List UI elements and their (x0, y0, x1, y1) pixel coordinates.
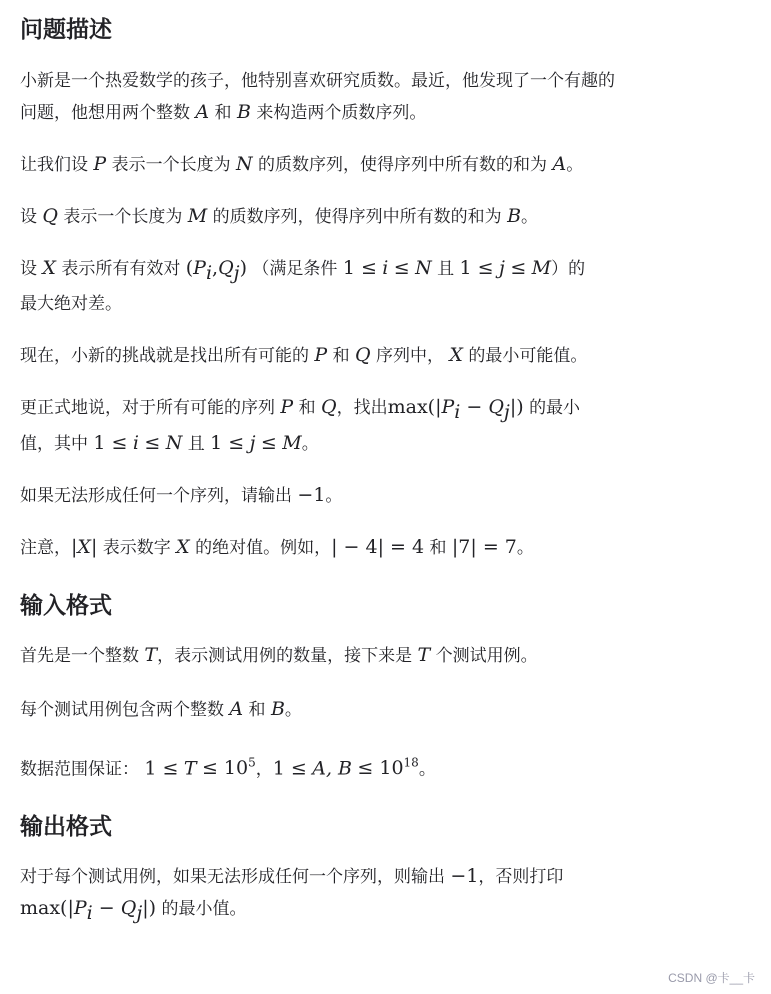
math-max-expr: $\max(|P_i - Q_j|)$ (387, 395, 524, 423)
math-max-expr-output: $\max(|P_i - Q_j|)$ (20, 896, 157, 924)
math-pair: $(P_i,Q_j)$ (185, 257, 247, 284)
input-format-section (20, 586, 762, 785)
problem-description-section (20, 10, 762, 564)
desc-paragraph-7: 如果无法形成任何一个序列，请输出 −1。 (20, 483, 343, 506)
input-paragraph-1: 首先是一个整数 T，表示测试用例的数量，接下来是 T 个测试用例。 (20, 643, 538, 666)
desc-paragraph-1: 小新是一个热爱数学的孩子，他特别喜欢研究质数。最近，他发现了一个有趣的 问题，他想用两个整数 A 和 B 来构造两个质数序列。 (20, 71, 615, 123)
desc-paragraph-6: 更正式地说，对于所有可能的序列 P 和 Q，找出$\max(|P_i - Q_j|)$ 的最小 值，其中 1 ≤ i ≤ N 且 1 ≤ j ≤ M。 (20, 395, 581, 454)
desc-paragraph-4: 设 X 表示所有有效对 $(P_i,Q_j)$ （满足条件 1 ≤ i ≤ N 且 1 ≤ j ≤ M）的 最大绝对差。 (20, 257, 586, 314)
article (20, 0, 762, 929)
desc-paragraph-2: 让我们设 P 表示一个长度为 N 的质数序列，使得序列中所有数的和为 A。 (20, 153, 584, 175)
section-title-input: 输入格式 (20, 592, 112, 619)
section-title-output: 输出格式 (20, 813, 112, 840)
desc-paragraph-3: 设 Q 表示一个长度为 M 的质数序列，使得序列中所有数的和为 B。 (20, 205, 539, 227)
csdn-watermark: CSDN @卡__卡 (668, 971, 755, 985)
desc-paragraph-8: 注意，|X| 表示数字 X 的绝对值。例如，| − 4| = 4 和 |7| = 7。 (20, 535, 534, 558)
output-paragraph-1: 对于每个测试用例，如果无法形成任何一个序列，则输出 −1，否则打印 $\max(|P_i - Q_j|)$ 的最小值。 (20, 864, 564, 924)
section-title-description: 问题描述 (20, 17, 112, 43)
input-paragraph-2: 每个测试用例包含两个整数 A 和 B。 (20, 697, 302, 720)
input-paragraph-3: 数据范围保证： $1 \le T \le 10^5$，1 ≤ A, $B \le 10^{18}$。 (20, 755, 436, 779)
output-format-section (20, 807, 762, 929)
desc-paragraph-5: 现在，小新的挑战就是找出所有可能的 P 和 Q 序列中， X 的最小可能值。 (20, 343, 588, 366)
